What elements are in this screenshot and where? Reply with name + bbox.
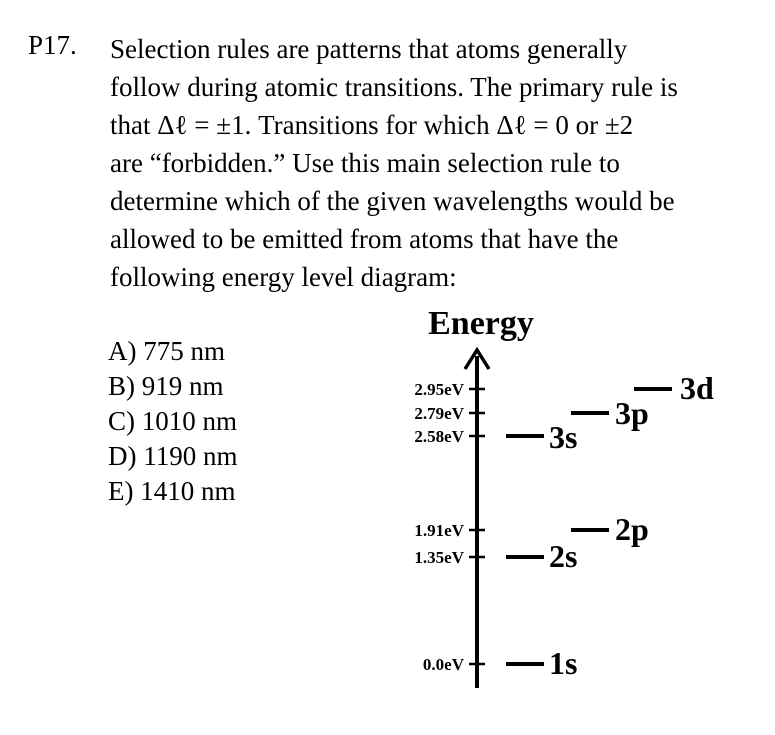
tick-label: 2.95eV <box>414 380 464 399</box>
diagram-title: Energy <box>428 305 534 342</box>
choice-d: D) 1190 nm <box>108 441 238 471</box>
problem-line: follow during atomic transitions. The primary rule is <box>110 72 678 102</box>
level-label-3s: 3s <box>549 419 578 455</box>
tick-label: 1.35eV <box>414 548 464 567</box>
choice-c: C) 1010 nm <box>108 406 238 436</box>
choice-b: B) 919 nm <box>108 371 224 401</box>
problem-number: P17. <box>28 30 77 60</box>
problem-line: determine which of the given wavelengths would be <box>110 186 675 216</box>
level-label-3d: 3d <box>680 370 714 406</box>
tick-label: 0.0eV <box>422 655 464 674</box>
problem-line: that Δℓ = ±1. Transitions for which Δℓ = 0 or ±2 <box>110 110 634 140</box>
problem-line: are “forbidden.” Use this main selection rule to <box>110 148 620 178</box>
choice-a: A) 775 nm <box>108 336 225 366</box>
problem-line: Selection rules are patterns that atoms generally <box>110 34 628 64</box>
choice-e: E) 1410 nm <box>108 476 236 506</box>
level-label-2p: 2p <box>615 511 649 547</box>
tick-label: 1.91eV <box>414 521 464 540</box>
level-label-1s: 1s <box>549 645 578 681</box>
tick-label: 2.79eV <box>414 404 464 423</box>
tick-label: 2.58eV <box>414 427 464 446</box>
problem-line: allowed to be emitted from atoms that have the <box>110 224 619 254</box>
problem-line: following energy level diagram: <box>110 262 457 292</box>
level-label-2s: 2s <box>549 538 578 574</box>
level-label-3p: 3p <box>615 395 649 431</box>
